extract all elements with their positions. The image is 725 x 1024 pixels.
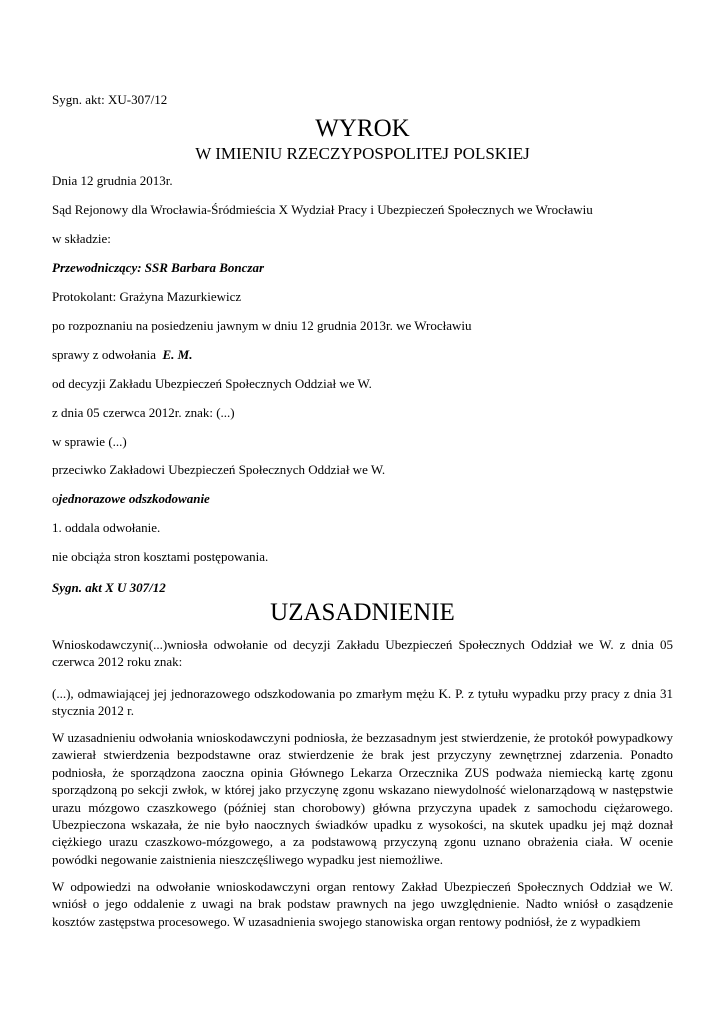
justification-signature: Sygn. akt X U 307/12 <box>52 580 166 595</box>
justification-paragraph-4: W odpowiedzi na odwołanie wnioskodawczyni organ rentowy Zakład Ubezpieczeń Społecznych Oddział we W. wniósł o jego oddalenie z uwagi na brak podstaw prawnych na jego uwzględnienie. Nadto wniósł o zasądzenie kosztów zastępstwa procesowego. W uzasadnienia swojego stanowiska organ rentowy podniósł, że z wypadkiem <box>52 879 673 929</box>
hearing-info: po rozpoznaniu na posiedzeniu jawnym w dniu 12 grudnia 2013r. we Wrocławiu <box>52 318 472 333</box>
subject-text: jednorazowe odszkodowanie <box>58 491 210 506</box>
presiding-judge: Przewodniczący: SSR Barbara Bonczar <box>52 260 264 275</box>
costs-ruling: nie obciąża stron kosztami postępowania. <box>52 549 269 564</box>
justification-paragraph-1: Wnioskodawczyni(...)wniosła odwołanie od decyzji Zakładu Ubezpieczeń Społecznych Oddział we W. z dnia 05 czerwca 2012 roku znak: <box>52 637 673 670</box>
decision-date: z dnia 05 czerwca 2012r. znak: (...) <box>52 405 235 420</box>
case-signature: Sygn. akt: XU-307/12 <box>52 92 168 107</box>
court-name: Sąd Rejonowy dla Wrocławia-Śródmieścia X Wydział Pracy i Ubezpieczeń Społecznych we Wrocławiu <box>52 202 593 217</box>
decision-source: od decyzji Zakładu Ubezpieczeń Społecznych Oddział we W. <box>52 376 372 391</box>
defendant-line: przeciwko Zakładowi Ubezpieczeń Społecznych Oddział we W. <box>52 462 386 477</box>
appellant-name: E. M. <box>162 347 193 362</box>
ruling-point-1: 1. oddala odwołanie. <box>52 520 161 535</box>
justification-paragraph-3: W uzasadnieniu odwołania wnioskodawczyni podniosła, że bezzasadnym jest stwierdzenie, że protokół powypadkowy zawierał stwierdzenia bezpodstawne oraz stwierdzenie że brak jest przyczyny zewnętrznej zdarzenia. Ponadto podniosła, że sporządzona zaoczna opinia Głównego Lekarza Orzecznika ZUS podważa niemiecką kartę zgonu sporządzoną po sekcji zwłok, w której jako przyczynę zgonu wskazano niewydolność wielonarządową w następstwie urazu mózgowo czaszkowego (później stan chorobowy) główna przyczyna upadek z samochodu ciężarowego. Ubezpieczona wskazała, że nie było naocznych świadków upadku z wysokości, na skutek upadku jej mąż doznał ciężkiego urazu czaszkowo-mózgowego, a za podstawową przyczyną zgonu uznano obrażenia ciała. W ocenie powódki negowanie zaistnienia nieszczęśliwego wypadku jest niemożliwe. <box>52 730 673 867</box>
verdict-date: Dnia 12 grudnia 2013r. <box>52 173 173 188</box>
subject-prefix: o <box>52 491 59 506</box>
subject-line <box>52 491 210 507</box>
appeal-prefix: sprawy z odwołania <box>52 347 156 362</box>
justification-title: UZASADNIENIE <box>270 599 455 626</box>
document-subtitle: W IMIENIU RZECZYPOSPOLITEJ POLSKIEJ <box>195 144 530 163</box>
matter-line: w sprawie (...) <box>52 434 127 449</box>
document-title: WYROK <box>315 115 410 142</box>
court-clerk: Protokolant: Grażyna Mazurkiewicz <box>52 289 242 304</box>
justification-paragraph-2: (...), odmawiającej jej jednorazowego odszkodowania po zmarłym mężu K. P. z tytułu wypadku przy pracy z dnia 31 stycznia 2012 r. <box>52 686 673 719</box>
appeal-line <box>52 347 192 363</box>
composition-label: w składzie: <box>52 231 111 246</box>
